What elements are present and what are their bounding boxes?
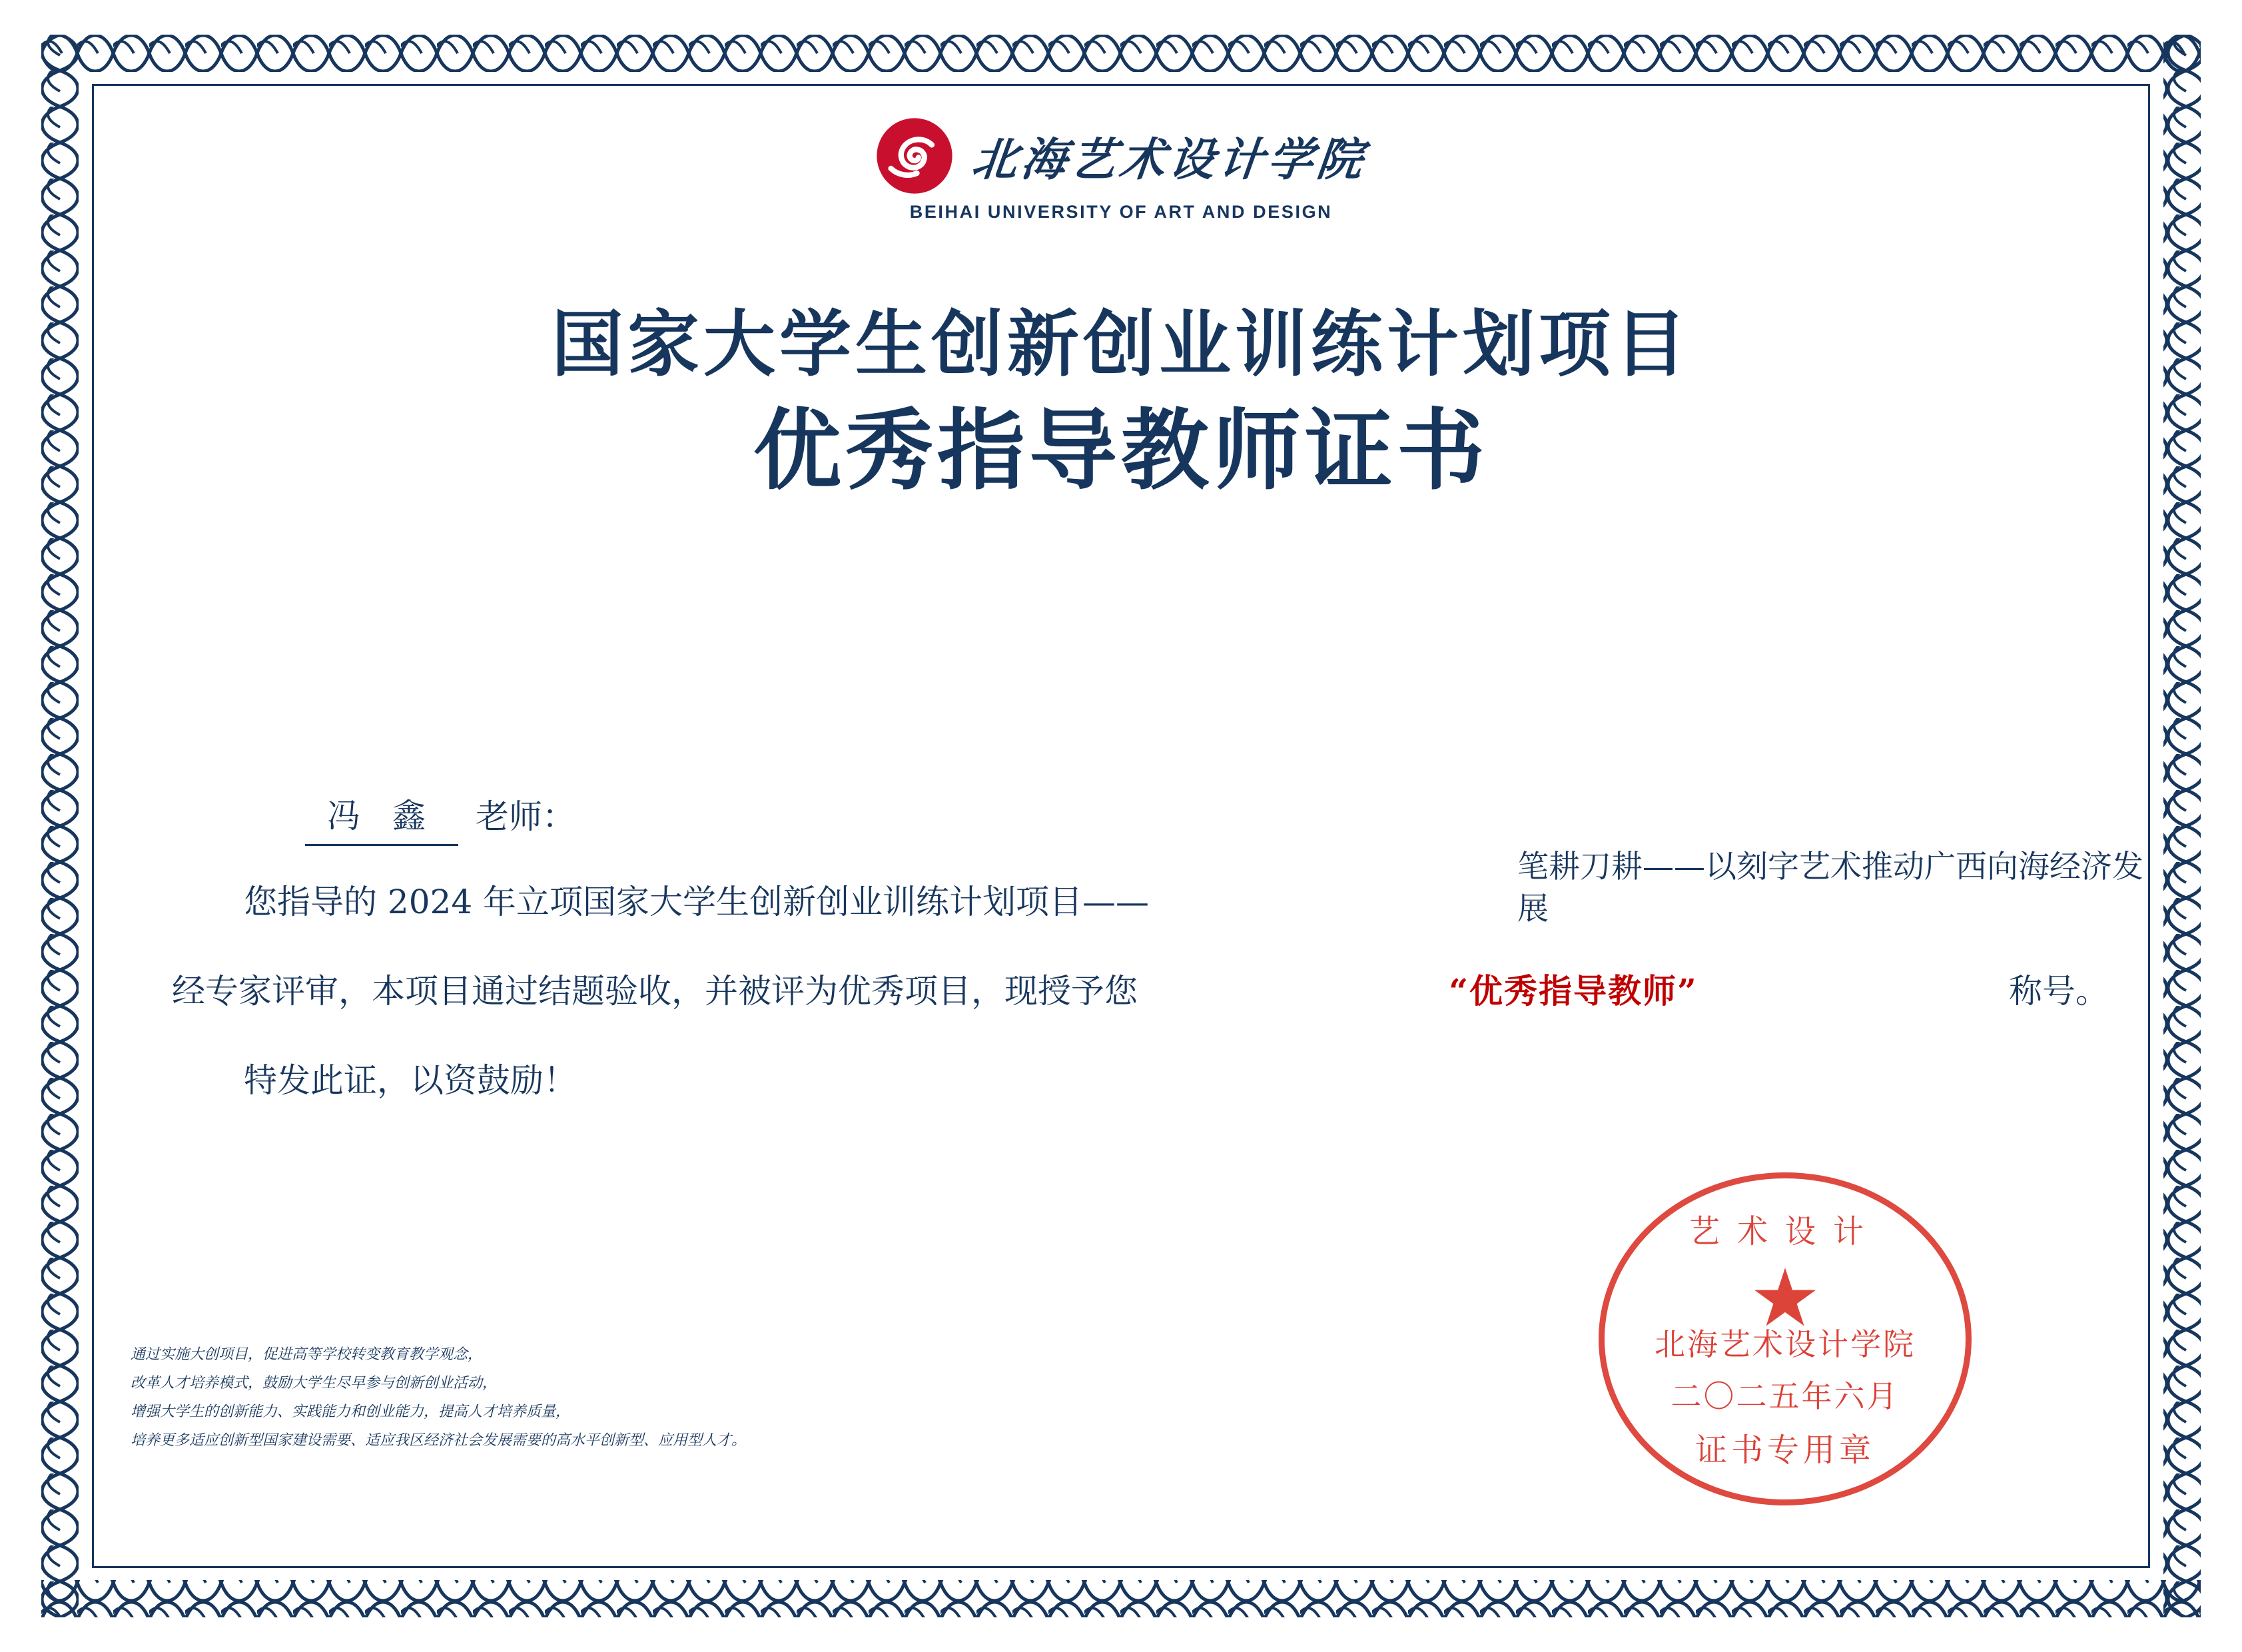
body-paragraph-2 (172, 958, 2109, 1025)
project-title: 笔耕刀耕——以刻字艺术推动广西向海经济发展 (1517, 849, 2143, 928)
body-paragraph-2-text: 经专家评审，本项目通过结题验收，并被评为优秀项目，现授予您 (172, 972, 1138, 1011)
institution-name-en: BEIHAI UNIVERSITY OF ART AND DESIGN (909, 202, 1333, 222)
body-paragraph-1-text: 您指导的 2024 年立项国家大学生创新创业训练计划项目—— (244, 883, 1150, 921)
footnote-line-3: 增强大学生的创新能力、实践能力和创业能力，提高人才培养质量， (131, 1404, 571, 1421)
footnote-line-4: 培养更多适应创新型国家建设需要、适应我区经济社会发展需要的高水平创新型、应用型人才。 (131, 1432, 747, 1449)
institution-name-cn: 北海艺术设计学院 (969, 133, 1369, 187)
recipient-name: 冯 鑫 (305, 789, 458, 846)
salutation-label: 老师： (476, 797, 575, 836)
seal-date: 二〇二五年六月 (1671, 1378, 1900, 1414)
certificate-body (172, 789, 2109, 1114)
certificate-title-line2: 优秀指导教师证书 (753, 399, 1489, 503)
footnote-line-1: 通过实施大创项目，促进高等学校转变教育教学观念， (131, 1346, 483, 1364)
footnote-block (131, 1341, 746, 1455)
seal-organization: 北海艺术设计学院 (1655, 1326, 1916, 1362)
seal-star-icon: ★ (1749, 1254, 1821, 1343)
certificate-title-block (0, 303, 2242, 502)
institution-logo-block (0, 117, 2242, 222)
official-seal (1599, 1172, 1972, 1505)
salutation-row (305, 789, 2109, 846)
seal-bottom-text: 证书专用章 (1694, 1432, 1875, 1469)
certificate-title-line1: 国家大学生创新创业训练计划项目 (551, 302, 1690, 386)
body-paragraph-2-tail: 称号。 (2009, 972, 2109, 1011)
award-title: “优秀指导教师” (1449, 971, 1698, 1011)
spiral-wave-logo-icon (875, 117, 954, 195)
seal-arc-text: 艺术设计 (1689, 1212, 1881, 1250)
footnote-line-2: 改革人才培养模式，鼓励大学生尽早参与创新创业活动， (131, 1375, 498, 1392)
body-paragraph-3: 特发此证，以资鼓励！ (244, 1061, 577, 1100)
